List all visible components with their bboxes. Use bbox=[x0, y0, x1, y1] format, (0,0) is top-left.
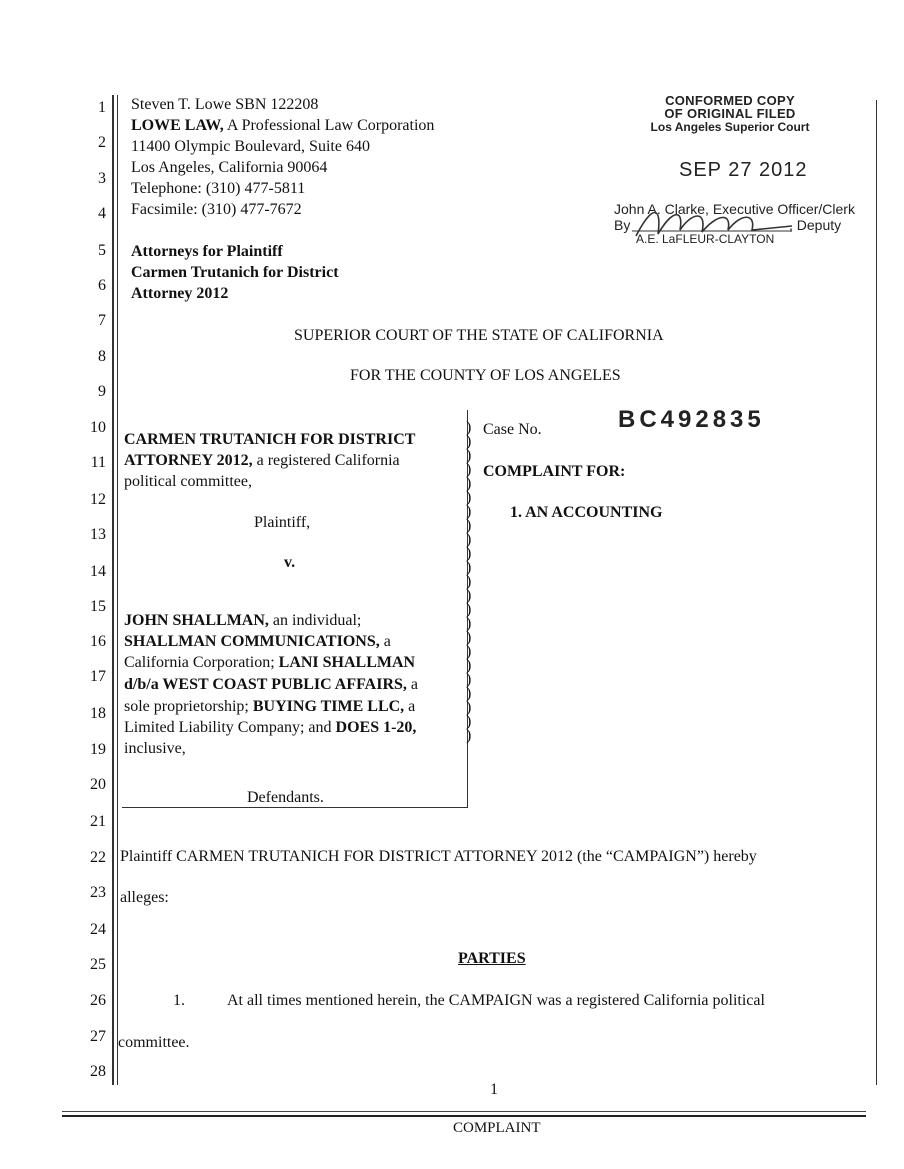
line-number: 11 bbox=[90, 454, 106, 471]
case-number-label: Case No. bbox=[483, 421, 542, 438]
paragraph-1-line-2: committee. bbox=[118, 1034, 190, 1051]
footer-rule-bottom bbox=[62, 1115, 866, 1117]
clerk-line: John A. Clarke, Executive Officer/Clerk bbox=[614, 201, 855, 217]
defendant-6-bold: DOES 1-20, bbox=[335, 719, 417, 736]
intro-line-2: alleges: bbox=[120, 889, 169, 906]
line-number: 15 bbox=[90, 598, 106, 615]
caption-paren: ) bbox=[466, 615, 472, 632]
defendant-line-7: inclusive, bbox=[124, 740, 186, 757]
caption-paren: ) bbox=[466, 601, 472, 618]
line-number: 25 bbox=[90, 956, 106, 973]
caption-paren: ) bbox=[466, 433, 472, 450]
plaintiff-description: political committee, bbox=[124, 473, 252, 490]
firm-name bbox=[131, 115, 434, 136]
defendant-3-rest: California Corporation; bbox=[124, 654, 279, 671]
defendant-2-bold: SHALLMAN COMMUNICATIONS, bbox=[124, 633, 380, 650]
left-margin-line bbox=[112, 95, 114, 1085]
defendant-5-bold: BUYING TIME LLC, bbox=[252, 698, 405, 715]
defendant-line-3 bbox=[124, 652, 415, 673]
caption-box-bottom bbox=[122, 807, 468, 808]
caption-paren: ) bbox=[466, 629, 472, 646]
line-number: 3 bbox=[98, 170, 106, 187]
defendant-3-bold: LANI SHALLMAN bbox=[278, 654, 416, 671]
defendant-1-bold: JOHN SHALLMAN, bbox=[124, 612, 269, 629]
plaintiff-label: Plaintiff, bbox=[254, 514, 311, 531]
case-number: BC492835 bbox=[618, 406, 765, 433]
caption-paren: ) bbox=[466, 699, 472, 716]
caption-paren: ) bbox=[466, 503, 472, 520]
firm-name-rest: A Professional Law Corporation bbox=[223, 117, 435, 134]
caption-paren: ) bbox=[466, 517, 472, 534]
firm-address-2: Los Angeles, California 90064 bbox=[131, 159, 328, 176]
defendant-line-4 bbox=[124, 674, 418, 695]
line-number: 5 bbox=[98, 242, 106, 259]
defendant-line-6 bbox=[124, 717, 416, 738]
line-number: 4 bbox=[98, 205, 106, 222]
defendant-4-bold: d/b/a WEST COAST PUBLIC AFFAIRS, bbox=[124, 676, 407, 693]
stamp-line-2: OF ORIGINAL FILED bbox=[664, 106, 796, 121]
caption-paren: ) bbox=[466, 727, 472, 744]
defendant-2-rest: a bbox=[379, 633, 391, 650]
caption-paren: ) bbox=[466, 461, 472, 478]
defendants-label: Defendants. bbox=[247, 789, 324, 806]
footer-rule-top bbox=[62, 1111, 866, 1112]
caption-paren: ) bbox=[466, 545, 472, 562]
line-number: 12 bbox=[90, 491, 106, 508]
line-number: 13 bbox=[90, 526, 106, 543]
intro-line-1: Plaintiff CARMEN TRUTANICH FOR DISTRICT ATTORNEY 2012 (the “CAMPAIGN”) hereby bbox=[120, 848, 757, 865]
caption-paren: ) bbox=[466, 643, 472, 660]
filed-date: SEP 27 2012 bbox=[679, 159, 808, 181]
caption-paren: ) bbox=[466, 447, 472, 464]
defendant-1-rest: an individual; bbox=[268, 612, 362, 629]
defendant-line-2 bbox=[124, 631, 391, 652]
client-name-2: Attorney 2012 bbox=[131, 285, 229, 302]
defendant-5-rest: sole proprietorship; bbox=[124, 698, 253, 715]
plaintiff-name-2-bold: ATTORNEY 2012, bbox=[124, 452, 253, 469]
line-number: 21 bbox=[90, 813, 106, 830]
paragraph-1-number: 1. bbox=[173, 992, 185, 1009]
deputy-name: A.E. LaFLEUR-CLAYTON bbox=[636, 232, 775, 246]
line-number: 10 bbox=[90, 419, 106, 436]
defendant-5-rest2: a bbox=[404, 698, 416, 715]
caption-paren: ) bbox=[466, 685, 472, 702]
court-title-2: FOR THE COUNTY OF LOS ANGELES bbox=[350, 367, 621, 384]
line-number: 27 bbox=[90, 1028, 106, 1045]
cause-of-action-1: 1. AN ACCOUNTING bbox=[510, 504, 663, 521]
paragraph-1-line-1: At all times mentioned herein, the CAMPAIGN was a registered California political bbox=[227, 992, 765, 1009]
defendant-6-rest: Limited Liability Company; and bbox=[124, 719, 336, 736]
clerk-by-label: By bbox=[614, 217, 631, 233]
caption-paren: ) bbox=[466, 587, 472, 604]
footer-title: COMPLAINT bbox=[453, 1120, 541, 1136]
court-title-1: SUPERIOR COURT OF THE STATE OF CALIFORNIA bbox=[294, 327, 664, 344]
deputy-label: , Deputy bbox=[789, 217, 842, 233]
firm-name-bold: LOWE LAW, bbox=[131, 117, 224, 134]
line-number: 16 bbox=[90, 633, 106, 650]
defendant-line-1 bbox=[124, 610, 361, 631]
line-number: 6 bbox=[98, 277, 106, 294]
left-margin-line-inner bbox=[117, 95, 118, 1085]
line-number: 9 bbox=[98, 383, 106, 400]
defendant-4-rest: a bbox=[406, 676, 419, 693]
caption-paren: ) bbox=[466, 489, 472, 506]
firm-facsimile: Facsimile: (310) 477-7672 bbox=[131, 201, 302, 218]
caption-paren: ) bbox=[466, 671, 472, 688]
caption-paren: ) bbox=[466, 657, 472, 674]
plaintiff-name-2-rest: a registered California bbox=[252, 452, 400, 469]
caption-paren: ) bbox=[466, 573, 472, 590]
firm-telephone: Telephone: (310) 477-5811 bbox=[131, 180, 306, 197]
line-number: 22 bbox=[90, 849, 106, 866]
conformed-copy-stamp bbox=[630, 94, 830, 134]
stamp-line-1: CONFORMED COPY bbox=[665, 93, 795, 108]
line-number: 14 bbox=[90, 563, 106, 580]
plaintiff-name-2 bbox=[124, 450, 400, 471]
right-margin-line bbox=[876, 100, 877, 1085]
caption-paren: ) bbox=[466, 713, 472, 730]
caption-paren: ) bbox=[466, 419, 472, 436]
line-number: 1 bbox=[98, 99, 106, 116]
page-number: 1 bbox=[490, 1081, 498, 1098]
stamp-line-3: Los Angeles Superior Court bbox=[650, 120, 810, 134]
parties-heading: PARTIES bbox=[458, 950, 526, 967]
defendant-line-5 bbox=[124, 696, 415, 717]
line-number: 2 bbox=[98, 134, 106, 151]
complaint-for-heading: COMPLAINT FOR: bbox=[483, 463, 626, 480]
line-number: 19 bbox=[90, 741, 106, 758]
line-number: 8 bbox=[98, 348, 106, 365]
attorney-name: Steven T. Lowe SBN 122208 bbox=[131, 96, 319, 113]
versus: v. bbox=[284, 554, 296, 571]
line-number: 28 bbox=[90, 1063, 106, 1080]
caption-paren: ) bbox=[466, 531, 472, 548]
line-number: 23 bbox=[90, 884, 106, 901]
line-number: 24 bbox=[90, 921, 106, 938]
client-name-1: Carmen Trutanich for District bbox=[131, 264, 339, 281]
caption-paren: ) bbox=[466, 559, 472, 576]
line-number: 18 bbox=[90, 705, 106, 722]
plaintiff-name-1: CARMEN TRUTANICH FOR DISTRICT bbox=[124, 431, 416, 448]
caption-paren: ) bbox=[466, 475, 472, 492]
attorneys-for-label: Attorneys for Plaintiff bbox=[131, 243, 283, 260]
firm-address-1: 11400 Olympic Boulevard, Suite 640 bbox=[131, 138, 370, 155]
line-number: 17 bbox=[90, 668, 106, 685]
line-number: 7 bbox=[98, 312, 106, 329]
line-number: 26 bbox=[90, 992, 106, 1009]
line-number: 20 bbox=[90, 776, 106, 793]
